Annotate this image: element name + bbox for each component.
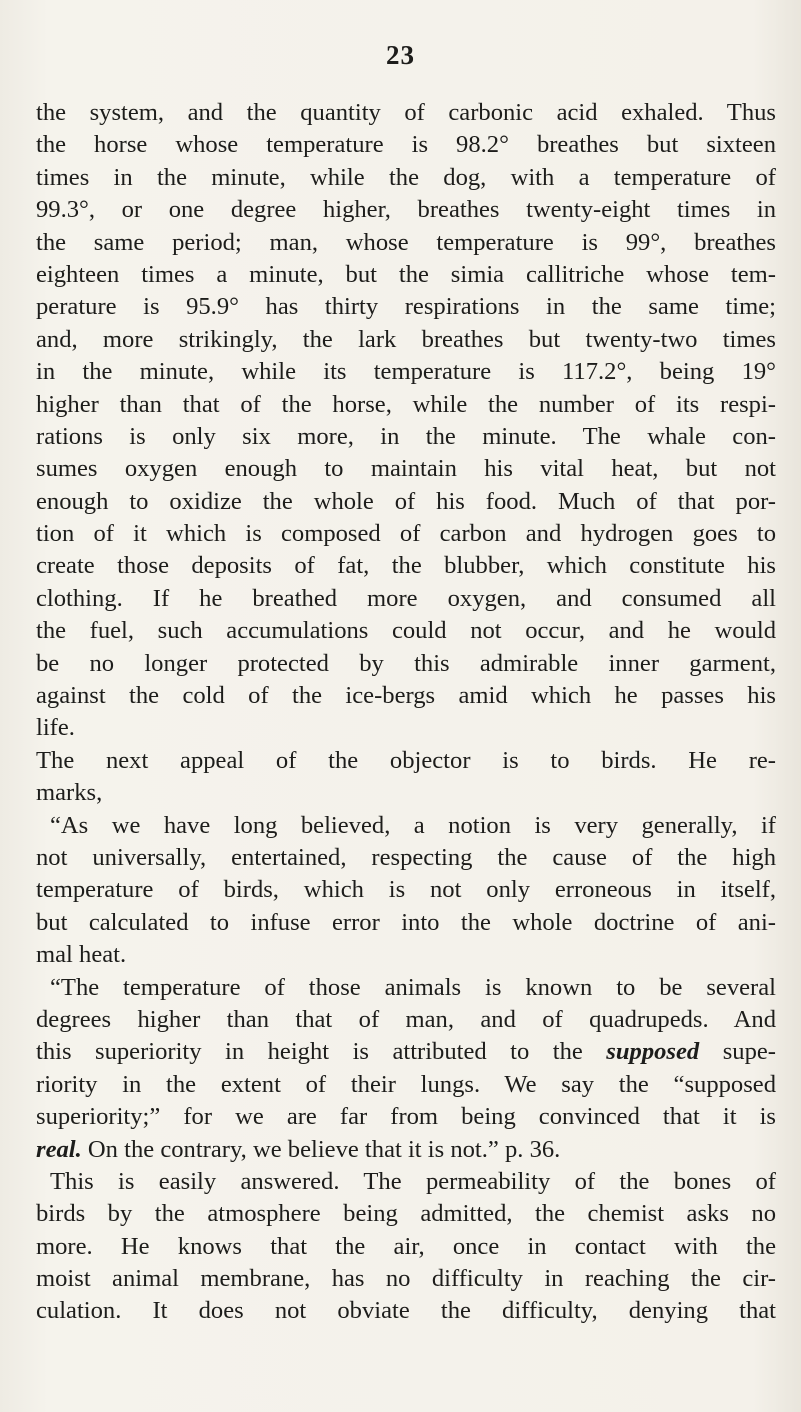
emphasis-real: real. [36, 1135, 82, 1163]
text-line: eighteen times a minute, but the simia callitriche whose tem- [36, 260, 776, 288]
text-line: life. [36, 714, 75, 742]
text-line: the same period; man, whose temperature is 99°, breathes [36, 228, 776, 256]
text-line: the horse whose temperature is 98.2° breathes but sixteen [36, 131, 776, 159]
text-line: tion of it which is composed of carbon and hydrogen goes to [36, 520, 776, 548]
text-line: but calculated to infuse error into the whole doctrine of ani- [36, 908, 776, 936]
page-number: 23 [386, 40, 415, 70]
text-line: clothing. If he breathed more oxygen, and consumed all [36, 584, 776, 612]
text-line: temperature of birds, which is not only erroneous in itself, [36, 876, 776, 904]
text-line: be no longer protected by this admirable inner garment, [36, 649, 776, 677]
paragraph-5 [36, 1166, 776, 1328]
text-line: riority in the extent of their lungs. We say the “supposed [36, 1070, 776, 1098]
text-line: superiority;” for we are far from being convinced that it is [36, 1103, 776, 1131]
text-line: “As we have long believed, a notion is very generally, if [50, 811, 776, 839]
text-line [36, 1134, 776, 1166]
text-line: in the minute, while its temperature is 117.2°, being 19° [36, 358, 776, 386]
text-line: birds by the atmosphere being admitted, the chemist asks no [36, 1200, 776, 1228]
text-line: higher than that of the horse, while the number of its respi- [36, 390, 776, 418]
text-line: degrees higher than that of man, and of quadrupeds. And [36, 1005, 776, 1033]
text-line: more. He knows that the air, once in contact with the [36, 1232, 776, 1260]
text-line: and, more strikingly, the lark breathes but twenty-two times [36, 325, 776, 353]
text-line: moist animal membrane, has no difficulty in reaching the cir- [36, 1265, 776, 1293]
text-line: the system, and the quantity of carbonic acid exhaled. Thus [36, 99, 776, 126]
text-segment: supe- [722, 1038, 776, 1066]
paragraph-1 [36, 97, 776, 745]
text-line: The next appeal of the objector is to birds. He re- [36, 746, 776, 774]
body-text [36, 97, 776, 1328]
text-line: perature is 95.9° has thirty respirations in the same time; [36, 293, 776, 321]
paragraph-2 [36, 745, 776, 810]
paragraph-4-quotation [36, 972, 776, 1166]
text-line: against the cold of the ice-bergs amid which he passes his [36, 682, 776, 710]
text-line: rations is only six more, in the minute. The whale con- [36, 422, 776, 450]
text-segment: this superiority in height is attributed to the [36, 1038, 583, 1066]
text-line [36, 1036, 776, 1068]
text-line: mal heat. [36, 941, 127, 969]
paragraph-3-quotation [36, 810, 776, 972]
text-line: not universally, entertained, respecting the cause of the high [36, 843, 776, 871]
text-line: 99.3°, or one degree higher, breathes twenty-eight times in [36, 196, 776, 224]
text-line: times in the minute, while the dog, with a temperature of [36, 163, 776, 191]
text-line: sumes oxygen enough to maintain his vital heat, but not [36, 455, 776, 483]
text-line: marks, [36, 779, 103, 807]
text-line: create those deposits of fat, the blubber, which constitute his [36, 552, 776, 580]
text-line: This is easily answered. The permeability of the bones of [50, 1167, 776, 1195]
emphasis-supposed: supposed [606, 1038, 700, 1066]
text-line: culation. It does not obviate the difficulty, denying that [36, 1297, 776, 1325]
text-line: enough to oxidize the whole of his food. Much of that por- [36, 487, 776, 515]
text-segment: On the contrary, we believe that it is not.” p. 36. [87, 1135, 561, 1163]
text-line: the fuel, such accumulations could not occur, and he would [36, 617, 776, 645]
text-line: “The temperature of those animals is known to be several [50, 973, 776, 1001]
